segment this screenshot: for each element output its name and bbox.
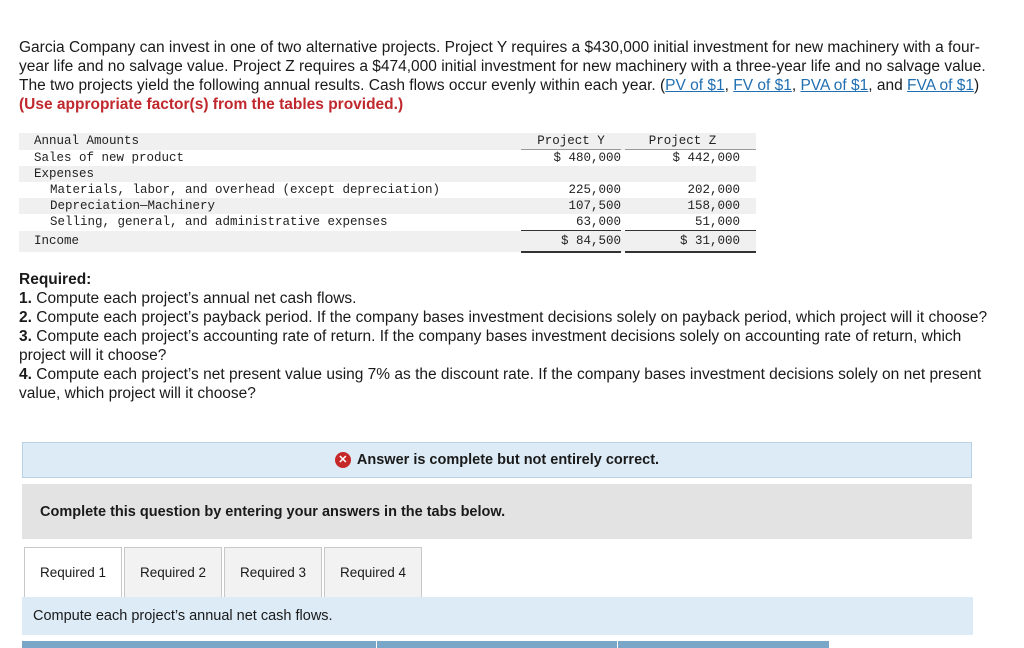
instruction-box — [22, 484, 972, 539]
table-row — [19, 150, 756, 167]
row-label: Income — [19, 231, 521, 253]
annual-amounts-table — [19, 133, 756, 253]
value-z: 51,000 — [625, 214, 756, 231]
header-project-y: Project Y — [521, 133, 621, 150]
instruction-text: Complete this question by entering your answers in the tabs below. — [40, 503, 506, 520]
table-row-income — [19, 231, 756, 253]
answer-grid-header — [22, 641, 830, 648]
item-number: 1. — [19, 290, 32, 307]
required-item-1 — [19, 289, 1009, 308]
tab-required-1[interactable]: Required 1 — [24, 547, 122, 598]
tab-prompt-text: Compute each project’s annual net cash flows. — [33, 608, 333, 624]
row-label: Materials, labor, and overhead (except depreciation) — [50, 183, 441, 197]
grid-column — [618, 641, 830, 648]
value-y: 107,500 — [521, 198, 621, 214]
item-text: Compute each project’s payback period. If the company bases investment decisions solely on payback period, which project will it choose? — [31, 309, 988, 326]
table-header-row — [19, 133, 756, 150]
row-label: Expenses — [19, 166, 521, 182]
table-row — [19, 198, 756, 214]
table-row — [19, 182, 756, 198]
problem-intro — [19, 38, 1009, 114]
separator: , and — [868, 77, 908, 94]
required-item-4 — [19, 365, 1009, 403]
value-y: $ 84,500 — [521, 231, 621, 253]
link-pv-of-1[interactable]: PV of $1 — [665, 77, 725, 94]
item-number: 2. — [19, 309, 32, 326]
link-fv-of-1[interactable]: FV of $1 — [733, 77, 792, 94]
row-label: Selling, general, and administrative expenses — [50, 215, 388, 230]
item-number: 3. — [19, 328, 32, 345]
item-text: Compute each project’s net present value using 7% as the discount rate. If the company bases investment decisions solely on net present value, which project will it choose? — [19, 366, 982, 402]
x-circle-icon: ✕ — [335, 452, 351, 468]
row-label: Depreciation—Machinery — [19, 198, 521, 214]
separator: , — [724, 77, 734, 94]
required-section — [19, 270, 1009, 403]
factor-instruction: (Use appropriate factor(s) from the tables provided.) — [19, 96, 404, 113]
table-row — [19, 166, 756, 182]
link-fva-of-1[interactable]: FVA of $1 — [907, 77, 974, 94]
link-pva-of-1[interactable]: PVA of $1 — [800, 77, 869, 94]
value-y: 225,000 — [568, 183, 621, 197]
tab-required-2[interactable]: Required 2 — [124, 547, 222, 598]
answer-status-banner — [22, 442, 972, 478]
table-row — [19, 214, 756, 231]
header-annual-amounts: Annual Amounts — [19, 133, 521, 150]
grid-column — [22, 641, 377, 648]
item-text: Compute each project’s accounting rate of return. If the company bases investment decisions solely on accounting rate of return, which project will it choose? — [19, 328, 962, 364]
separator: ) — [973, 77, 980, 94]
header-project-z: Project Z — [625, 133, 756, 150]
value-z: 202,000 — [687, 183, 740, 197]
required-heading: Required: — [19, 271, 92, 288]
value-z: $ 31,000 — [625, 231, 756, 253]
tab-required-4[interactable]: Required 4 — [324, 547, 422, 598]
value-z: $ 442,000 — [672, 151, 740, 165]
required-item-2 — [19, 308, 1009, 327]
value-y: 63,000 — [521, 214, 621, 231]
value-z: 158,000 — [625, 198, 756, 214]
value-y: $ 480,000 — [553, 151, 621, 165]
row-label: Sales of new product — [34, 150, 185, 165]
item-number: 4. — [19, 366, 32, 383]
tab-content-prompt — [22, 597, 973, 635]
grid-column — [377, 641, 618, 648]
item-text: Compute each project’s annual net cash flows. — [31, 290, 357, 307]
tab-required-3[interactable]: Required 3 — [224, 547, 322, 598]
separator: , — [791, 77, 801, 94]
intro-text: Garcia Company can invest in one of two alternative projects. Project Y requires a $430,000 initial investment for new machinery with a four-year life and no salvage value. Project Z requires a $474,000 initial investment for new machinery with a three-year life and no salvage value. The two projects yield the following annual results. Cash flows occur evenly within each year. ( — [19, 39, 986, 94]
required-tabs — [24, 547, 424, 598]
required-item-3 — [19, 327, 1009, 365]
answer-status-text: Answer is complete but not entirely correct. — [356, 452, 660, 468]
